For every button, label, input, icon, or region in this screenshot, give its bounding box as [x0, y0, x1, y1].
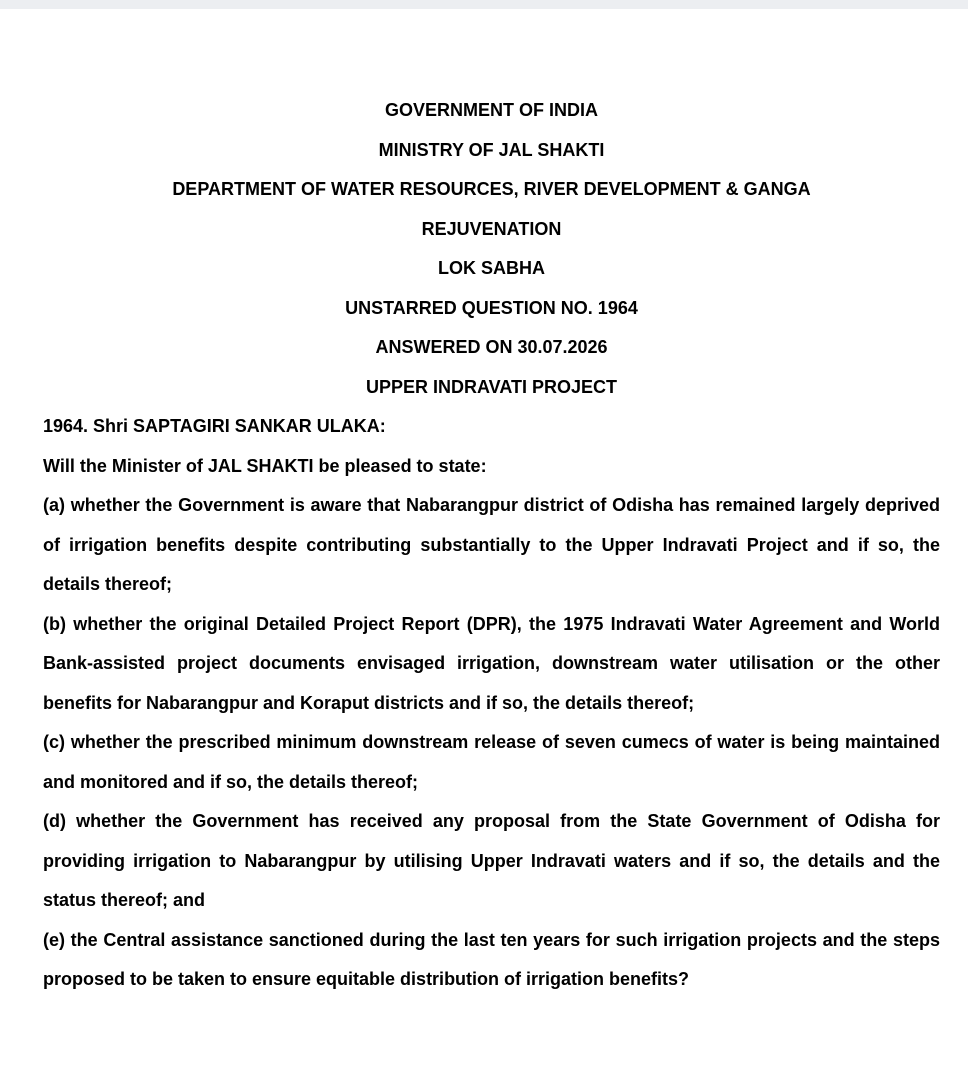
header-answered-date: ANSWERED ON 30.07.2026 [375, 337, 608, 357]
question-part-d: (d) whether the Government has received any proposal from the State Government of Odisha for providing irrigation to Nabarangpur by utilising Upper Indravati waters and if so, the details and the status thereof; and [43, 811, 940, 910]
question-part-c: (c) whether the prescribed minimum downstream release of seven cumecs of water is being maintained and monitored and if so, the details thereof; [43, 732, 940, 792]
header-government: GOVERNMENT OF INDIA [384, 100, 598, 120]
document-page [0, 9, 968, 1072]
question-part-b: (b) whether the original Detailed Project Report (DPR), the 1975 Indravati Water Agreement and World Bank-assisted project documents envisaged irrigation, downstream water utilisation or the other benefits for Nabarangpur and Koraput districts and if so, the details thereof; [43, 613, 940, 713]
question-part-e: (e) the Central assistance sanctioned during the last ten years for such irrigation projects and the steps proposed to be taken to ensure equitable distribution of irrigation benefits? [43, 929, 940, 989]
viewer-top-strip [0, 0, 968, 9]
header-question-number: UNSTARRED QUESTION NO. 1964 [345, 297, 638, 318]
question-part-a: (a) whether the Government is aware that Nabarangpur district of Odisha has remained largely deprived of irrigation benefits despite contributing substantially to the Upper Indravati Project and if so, the details thereof; [43, 495, 940, 594]
question-intro: Will the Minister of JAL SHAKTI be pleased to state: [43, 455, 487, 476]
document-body [43, 91, 940, 1000]
question-asker: 1964. Shri SAPTAGIRI SANKAR ULAKA: [43, 416, 386, 436]
header-department-cont: REJUVENATION [421, 218, 562, 239]
header-department: DEPARTMENT OF WATER RESOURCES, RIVER DEVELOPMENT & GANGA [172, 179, 811, 199]
header-subject: UPPER INDRAVATI PROJECT [365, 376, 618, 397]
header-house: LOK SABHA [438, 258, 545, 278]
header-ministry: MINISTRY OF JAL SHAKTI [378, 139, 605, 160]
